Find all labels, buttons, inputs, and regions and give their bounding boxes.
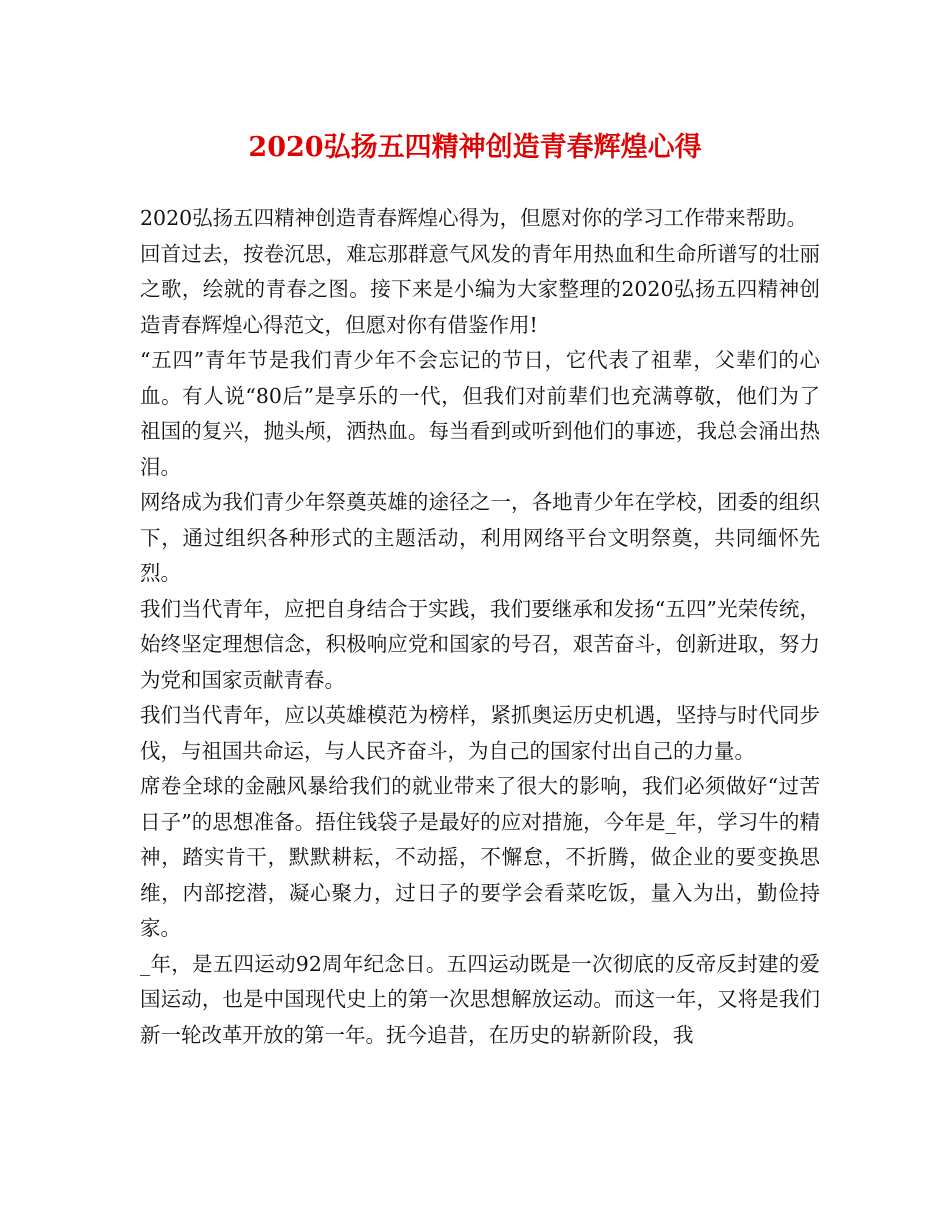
document-title: 2020弘扬五四精神创造青春辉煌心得 (248, 132, 702, 163)
paragraph: 我们当代青年，应把自身结合于实践，我们要继承和发扬“五四”光荣传统，始终坚定理想信念，积极响应党和国家的号召，艰苦奋斗，创新进取，努力为党和国家贡献青春。 (140, 596, 820, 692)
paragraph: 2020弘扬五四精神创造青春辉煌心得为，但愿对你的学习工作带来帮助。 (140, 206, 808, 230)
paragraph: 网络成为我们青少年祭奠英雄的途径之一，各地青少年在学校，团委的组织下，通过组织各种形式的主题活动，利用网络平台文明祭奠，共同缅怀先烈。 (140, 490, 820, 585)
paragraph: 席卷全球的金融风暴给我们的就业带来了很大的影响，我们必须做好“过苦日子”的思想准备。捂住钱袋子是最好的应对措施，今年是_年，学习牛的精神，踏实肯干，默默耕耘，不动摇，不懈怠，不折腾，做企业的要变换思维，内部挖潜，凝心聚力，过日子的要学会看菜吃饭，量入为出，勤俭持家。 (140, 774, 820, 940)
paragraph: 回首过去，按卷沉思，难忘那群意气风发的青年用热血和生命所谱写的壮丽之歌，绘就的青春之图。接下来是小编为大家整理的2020弘扬五四精神创造青春辉煌心得范文，但愿对你有借鉴作用! (140, 241, 820, 337)
paragraph: “五四”青年节是我们青少年不会忘记的节日，它代表了祖辈，父辈们的心血。有人说“80后”是享乐的一代，但我们对前辈们也充满尊敬，他们为了祖国的复兴，抛头颅，洒热血。每当看到或听到他们的事迹，我总会涌出热泪。 (140, 348, 820, 479)
paragraph: 我们当代青年，应以英雄模范为榜样，紧抓奥运历史机遇，坚持与时代同步伐，与祖国共命运，与人民齐奋斗，为自己的国家付出自己的力量。 (140, 703, 820, 763)
paragraph: _年，是五四运动92周年纪念日。五四运动既是一次彻底的反帝反封建的爱国运动，也是中国现代史上的第一次思想解放运动。而这一年，又将是我们新一轮改革开放的第一年。抚今追昔，在历史的崭新阶段，我 (140, 951, 820, 1047)
document-body (140, 201, 820, 1053)
